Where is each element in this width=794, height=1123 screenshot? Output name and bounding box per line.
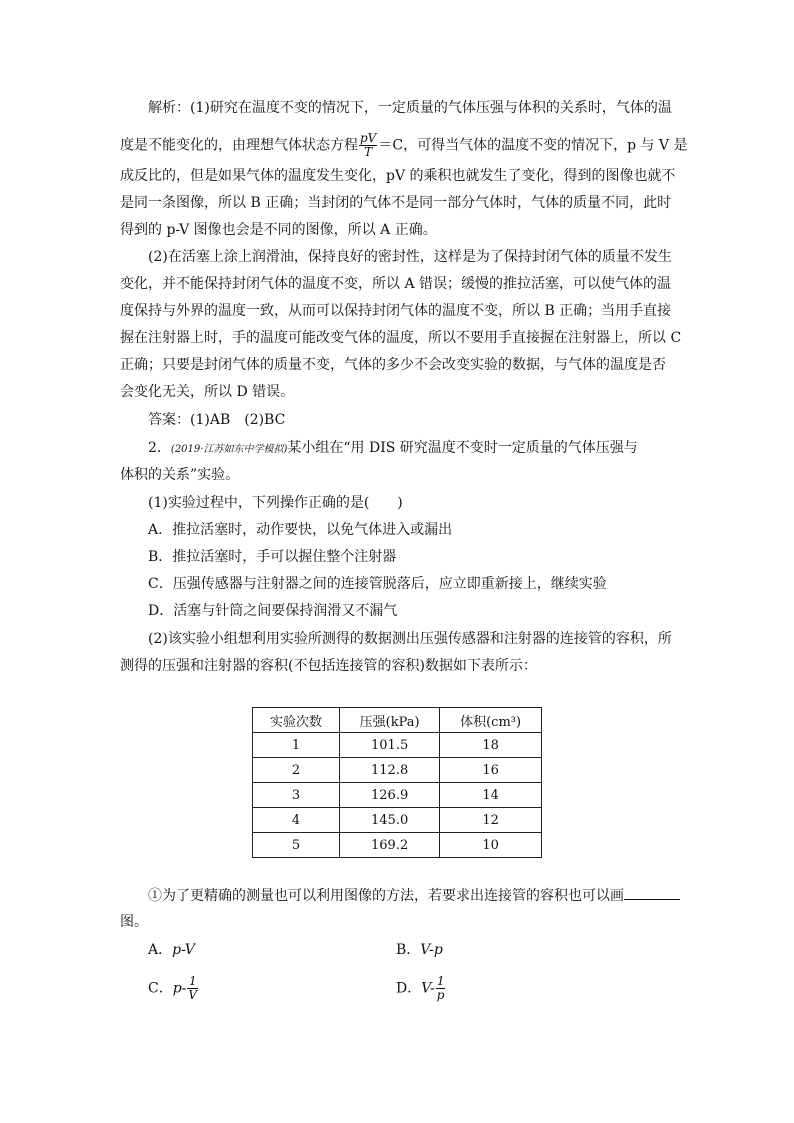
table-cell: 5 [253, 833, 340, 858]
question-2-stem-line-1 [148, 438, 680, 460]
graph-option-d-label: D． [396, 980, 422, 997]
answer-line: 答案：(1)AB (2)BC [148, 412, 286, 428]
sub-q-1-line-1 [148, 885, 680, 906]
option-b: B．推拉活塞时，手可以握住整个注射器 [148, 549, 397, 565]
sub-question-2-line-1: (2)该实验小组想利用实验所测得的数据测出压强传感器和注射器的连接管的容积，所 [148, 631, 672, 647]
analysis-line-2 [120, 131, 688, 159]
analysis-p2-line-4: 握在注射器上时，手的温度可能改变气体的温度，所以不要用手直接握在注射器上，所以 C [120, 330, 682, 346]
table-header-row [253, 708, 542, 733]
graph-option-c [148, 975, 199, 1002]
analysis-p2-line-1: (2)在活塞上涂上润滑油，保持良好的密封性，这样是为了保持封闭气体的质量不发生 [148, 249, 672, 265]
data-table [252, 707, 542, 858]
table-cell: 2 [253, 758, 340, 783]
fraction-numerator: 1 [188, 974, 197, 988]
table-cell: 3 [253, 783, 340, 808]
pv-over-t-fraction [359, 132, 377, 159]
analysis-p2-line-5: 正确；只要是封闭气体的质量不变，气体的多少不会改变实验的数据，与气体的温度是否 [120, 357, 666, 373]
analysis-line-1: 解析：(1)研究在温度不变的情况下，一定质量的气体压强与体积的关系时，气体的温 [148, 100, 672, 116]
sub-question-2-line-2: 测得的压强和注射器的容积(不包括连接管的容积)数据如下表所示： [120, 658, 537, 674]
option-d: D．活塞与针筒之间要保持润滑又不漏气 [148, 603, 398, 619]
one-over-p-fraction [436, 975, 446, 1002]
graph-option-b [396, 940, 443, 960]
table-row [253, 808, 542, 833]
table-cell: 169.2 [340, 833, 440, 858]
analysis-line-2-a: 度是不能变化的，由理想气体状态方程 [120, 137, 358, 154]
table-row [253, 758, 542, 783]
question-source: (2019·江苏如东中学模拟) [170, 444, 288, 455]
analysis-line-5: 得到的 p-V 图像也会是不同的图像，所以 A 正确。 [120, 222, 437, 238]
answer-blank [624, 885, 680, 900]
graph-option-a-text: p-V [172, 942, 195, 958]
table-row [253, 783, 542, 808]
table-header-cell: 实验次数 [253, 708, 340, 733]
fraction-denominator: p [436, 988, 445, 1002]
table-cell: 14 [440, 783, 542, 808]
one-over-v-fraction [187, 975, 198, 1002]
table-row [253, 733, 542, 758]
question-stem-text: 某小组在“用 DIS 研究温度不变时一定质量的气体压强与 [287, 440, 638, 456]
sub-q-1-line-2: 图。 [120, 914, 148, 930]
graph-option-a [148, 940, 195, 960]
graph-option-d-pre: V- [421, 980, 435, 997]
table-cell: 16 [440, 758, 542, 783]
analysis-p2-line-3: 度保持与外界的温度一致，从而可以保持封闭气体的温度不变，所以 B 正确；当用手直接 [120, 303, 672, 319]
question-number: 2． [148, 440, 171, 456]
table-cell: 101.5 [340, 733, 440, 758]
analysis-p2-line-2: 变化，并不能保持封闭气体的温度不变，所以 A 错误；缓慢的推拉活塞，可以使气体的温 [120, 276, 672, 292]
option-c: C．压强传感器与注射器之间的连接管脱落后，应立即重新接上，继续实验 [148, 576, 607, 592]
table-cell: 18 [440, 733, 542, 758]
table-header-cell: 体积(cm³) [440, 708, 542, 733]
option-a: A．推拉活塞时，动作要快，以免气体进入或漏出 [148, 522, 453, 538]
graph-option-c-pre: p- [172, 980, 187, 997]
table-cell: 112.8 [340, 758, 440, 783]
table-header-cell: 压强(kPa) [340, 708, 440, 733]
analysis-line-4: 是同一条图像，所以 B 正确；当封闭的气体不是同一部分气体时，气体的质量不同，此时 [120, 195, 672, 211]
fraction-numerator: 1 [436, 974, 445, 988]
table-row [253, 833, 542, 858]
question-2-stem-line-2: 体积的关系”实验。 [120, 467, 240, 483]
fraction-numerator: pV [360, 131, 377, 145]
graph-option-b-text: V-p [420, 942, 443, 958]
graph-option-a-label: A． [148, 942, 173, 958]
graph-option-c-label: C． [148, 980, 173, 997]
fraction-denominator: V [188, 988, 198, 1002]
analysis-p2-line-6: 会变化无关，所以 D 错误。 [120, 384, 295, 400]
table-cell: 1 [253, 733, 340, 758]
table-cell: 4 [253, 808, 340, 833]
graph-option-b-label: B． [396, 942, 421, 958]
table-cell: 126.9 [340, 783, 440, 808]
table-cell: 12 [440, 808, 542, 833]
fraction-denominator: T [364, 145, 373, 159]
sub-q-1-text: ①为了更精确的测量也可以利用图像的方法，若要求出连接管的容积也可以画 [148, 888, 624, 904]
table-cell: 145.0 [340, 808, 440, 833]
table-cell: 10 [440, 833, 542, 858]
sub-question-1: (1)实验过程中，下列操作正确的是( ) [148, 495, 403, 511]
analysis-line-2-b: ＝C，可得当气体的温度不变的情况下，p 与 V 是 [378, 137, 688, 154]
graph-option-d [396, 975, 446, 1002]
analysis-line-3: 成反比的，但是如果气体的温度发生变化，pV 的乘积也就发生了变化，得到的图像也就不 [120, 168, 676, 184]
